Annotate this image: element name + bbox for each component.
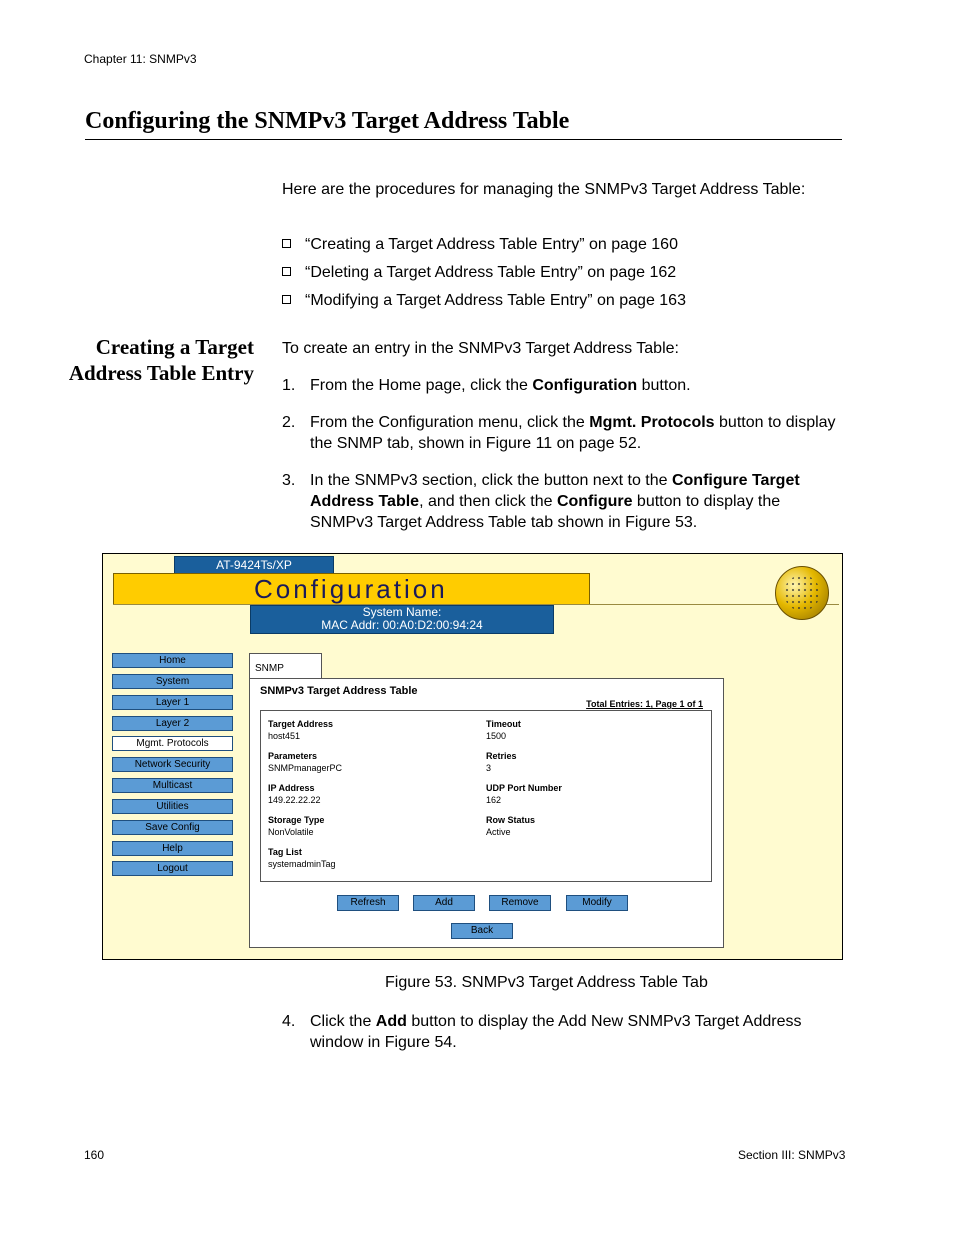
nav-home-button[interactable]: Home <box>112 653 233 668</box>
nav-layer2-button[interactable]: Layer 2 <box>112 716 233 731</box>
system-info <box>250 605 554 634</box>
field-udp-port: UDP Port Number 162 <box>486 783 562 805</box>
field-storage-type: Storage Type NonVolatile <box>268 815 325 837</box>
nav-help-button[interactable]: Help <box>112 841 233 856</box>
field-row-status: Row Status Active <box>486 815 536 837</box>
bullet-link[interactable]: “Deleting a Target Address Table Entry” on page 162 <box>305 264 677 281</box>
banner-title: Configuration <box>254 574 448 604</box>
bullet-item <box>282 236 678 254</box>
nav-logout-button[interactable]: Logout <box>112 861 233 876</box>
field-parameters: Parameters SNMPmanagerPC <box>268 751 343 773</box>
section-intro: To create an entry in the SNMPv3 Target Address Table: <box>282 340 679 357</box>
add-button[interactable]: Add <box>413 895 475 911</box>
field-retries: Retries 3 <box>486 751 517 773</box>
page-title: Configuring the SNMPv3 Target Address Table <box>85 108 570 134</box>
nav-utilities-button[interactable]: Utilities <box>112 799 233 814</box>
field-ip-address: IP Address 149.22.22.22 <box>268 783 321 805</box>
intro-paragraph: Here are the procedures for managing the SNMPv3 Target Address Table: <box>282 181 806 198</box>
nav-layer1-button[interactable]: Layer 1 <box>112 695 233 710</box>
mac-address: MAC Addr: 00:A0:D2:00:94:24 <box>321 618 483 632</box>
field-target-address: Target Address host451 <box>268 719 334 741</box>
title-rule <box>85 139 842 140</box>
total-entries: Total Entries: 1, Page 1 of 1 <box>586 699 703 709</box>
back-button[interactable]: Back <box>451 923 513 939</box>
checkbox-bullet-icon <box>282 295 291 304</box>
nav-mgmt-protocols-button[interactable]: Mgmt. Protocols <box>112 736 233 751</box>
bullet-link[interactable]: “Modifying a Target Address Table Entry” on page 163 <box>305 292 686 309</box>
entry-box <box>260 710 712 882</box>
bullet-item <box>282 292 686 310</box>
tab-snmp[interactable]: SNMP <box>249 653 322 678</box>
snmp-panel <box>249 678 724 948</box>
step-3: 3. In the SNMPv3 section, click the button next to the Configure Target Address Table, and then click the Configure button to display the SNMPv3 Target Address Table tab shown in Figure 53. <box>282 472 800 531</box>
bullet-item <box>282 264 676 282</box>
step-2: 2. From the Configuration menu, click the Mgmt. Protocols button to display the SNMP tab, shown in Figure 11 on page 52. <box>282 414 836 452</box>
figure-screenshot <box>102 553 843 960</box>
refresh-button[interactable]: Refresh <box>337 895 399 911</box>
panel-title: SNMPv3 Target Address Table <box>260 685 418 697</box>
nav-network-security-button[interactable]: Network Security <box>112 757 233 772</box>
nav-multicast-button[interactable]: Multicast <box>112 778 233 793</box>
system-name: System Name: <box>362 605 442 619</box>
running-header: Chapter 11: SNMPv3 <box>84 52 197 66</box>
checkbox-bullet-icon <box>282 267 291 276</box>
remove-button[interactable]: Remove <box>489 895 551 911</box>
figure-caption: Figure 53. SNMPv3 Target Address Table Tab <box>385 974 708 991</box>
step-1: 1. From the Home page, click the Configuration button. <box>282 377 691 394</box>
nav-save-config-button[interactable]: Save Config <box>112 820 233 835</box>
model-label: AT-9424Ts/XP <box>174 556 334 574</box>
page-number: 160 <box>84 1148 105 1162</box>
field-timeout: Timeout 1500 <box>486 719 521 741</box>
step-4: 4. Click the Add button to display the Add New SNMPv3 Target Address window in Figure 54. <box>282 1013 802 1051</box>
footer-section: Section III: SNMPv3 <box>738 1148 846 1162</box>
nav-system-button[interactable]: System <box>112 674 233 689</box>
config-banner <box>113 573 590 605</box>
bullet-link[interactable]: “Creating a Target Address Table Entry” on page 160 <box>305 236 678 253</box>
globe-logo-icon <box>775 566 829 620</box>
checkbox-bullet-icon <box>282 239 291 248</box>
modify-button[interactable]: Modify <box>566 895 628 911</box>
section-heading: Creating a Target Address Table Entry <box>68 335 254 385</box>
field-tag-list: Tag List systemadminTag <box>268 847 336 869</box>
